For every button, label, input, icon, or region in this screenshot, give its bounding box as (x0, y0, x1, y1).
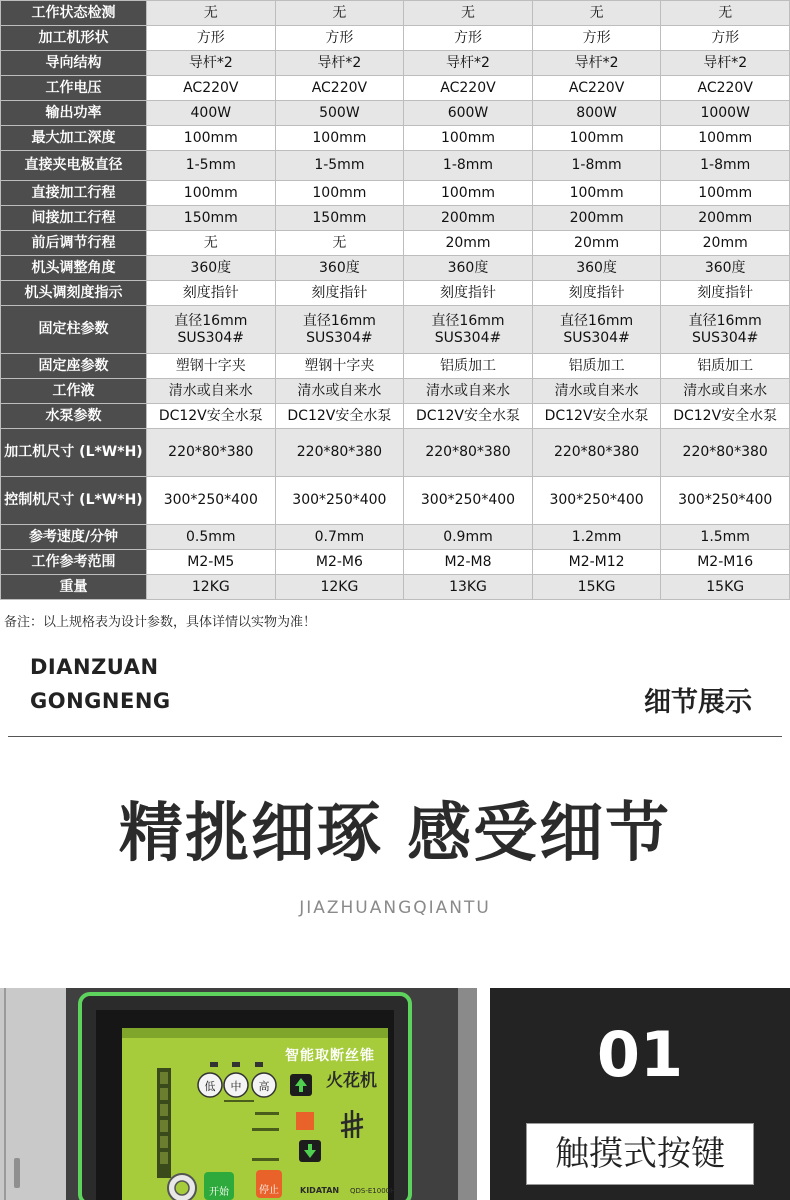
spec-cell: 无 (275, 1, 404, 26)
spec-cell: 导杆*2 (275, 51, 404, 76)
spec-cell: 100mm (532, 126, 661, 151)
spec-cell: 200mm (532, 206, 661, 231)
feature-number: 01 (596, 1018, 684, 1091)
spec-cell: 0.9mm (404, 525, 533, 550)
spec-cell: 方形 (661, 26, 790, 51)
spec-row (1, 379, 790, 404)
spec-note: 备注：以上规格表为设计参数，具体详情以实物为准！ (4, 615, 317, 630)
spec-row-label: 间接加工行程 (1, 206, 147, 231)
spec-cell: 1.5mm (661, 525, 790, 550)
spec-cell: 1000W (661, 101, 790, 126)
spec-cell: 导杆*2 (404, 51, 533, 76)
spec-row-label: 直接夹电极直径 (1, 151, 147, 181)
spec-row (1, 575, 790, 600)
spec-row (1, 477, 790, 525)
spec-row (1, 26, 790, 51)
spec-row-label: 控制机尺寸 (L*W*H) (1, 477, 147, 525)
spec-cell: DC12V安全水泵 (661, 404, 790, 429)
spec-cell: 12KG (275, 575, 404, 600)
spec-cell: 800W (532, 101, 661, 126)
spec-cell: 铝质加工 (661, 354, 790, 379)
spec-cell: 无 (147, 231, 276, 256)
spec-cell: 无 (532, 1, 661, 26)
spec-row (1, 281, 790, 306)
section-english-line2: GONGNENG (30, 689, 171, 713)
spec-row-label: 输出功率 (1, 101, 147, 126)
spec-cell: 方形 (275, 26, 404, 51)
device-brand-title: 智能取断丝锥 (285, 1048, 375, 1064)
spec-row-label: 机头调整角度 (1, 256, 147, 281)
spec-cell: 导杆*2 (532, 51, 661, 76)
spec-cell: DC12V安全水泵 (532, 404, 661, 429)
spec-cell: DC12V安全水泵 (147, 404, 276, 429)
spec-row-label: 直接加工行程 (1, 181, 147, 206)
spec-cell: 600W (404, 101, 533, 126)
spec-cell: 220*80*380 (404, 429, 533, 477)
spec-row-label: 加工机尺寸 (L*W*H) (1, 429, 147, 477)
spec-cell: DC12V安全水泵 (404, 404, 533, 429)
start-button[interactable]: 开始 (209, 1187, 229, 1198)
spec-cell: 1-8mm (532, 151, 661, 181)
spec-cell: 清水或自来水 (275, 379, 404, 404)
spec-cell: 1-8mm (404, 151, 533, 181)
section-english-line1: DIANZUAN (30, 655, 159, 679)
spec-cell: 刻度指针 (275, 281, 404, 306)
spec-cell: AC220V (661, 76, 790, 101)
spec-cell: 100mm (661, 181, 790, 206)
spec-row-label: 工作电压 (1, 76, 147, 101)
spec-cell: AC220V (147, 76, 276, 101)
spec-cell: 300*250*400 (532, 477, 661, 525)
spec-cell: 1-8mm (661, 151, 790, 181)
spec-cell: M2-M8 (404, 550, 533, 575)
spec-row-label: 前后调节行程 (1, 231, 147, 256)
spec-cell: 导杆*2 (147, 51, 276, 76)
spec-cell: 方形 (404, 26, 533, 51)
spec-cell: 300*250*400 (404, 477, 533, 525)
spec-row-label: 最大加工深度 (1, 126, 147, 151)
device-footer-brand: KIDATAN (300, 1186, 340, 1195)
spec-cell: 无 (661, 1, 790, 26)
spec-cell: 100mm (532, 181, 661, 206)
spec-cell: 直径16mm SUS304# (147, 306, 276, 354)
spec-row (1, 151, 790, 181)
spec-cell: 直径16mm SUS304# (532, 306, 661, 354)
spec-cell: 100mm (147, 181, 276, 206)
spec-cell: 13KG (404, 575, 533, 600)
spec-cell: 1.2mm (532, 525, 661, 550)
controller-illustration (0, 988, 477, 1200)
spec-cell: 无 (275, 231, 404, 256)
spec-cell: 200mm (661, 206, 790, 231)
spec-cell: 360度 (147, 256, 276, 281)
spec-row-label: 工作参考范围 (1, 550, 147, 575)
spec-cell: 铝质加工 (532, 354, 661, 379)
spec-cell: 清水或自来水 (661, 379, 790, 404)
spec-cell: M2-M12 (532, 550, 661, 575)
spec-cell: 100mm (147, 126, 276, 151)
spec-cell: 方形 (147, 26, 276, 51)
spec-cell: 360度 (661, 256, 790, 281)
stop-button[interactable]: 停止 (259, 1185, 279, 1196)
spec-cell: 清水或自来水 (147, 379, 276, 404)
spec-row (1, 550, 790, 575)
spec-cell: 220*80*380 (147, 429, 276, 477)
spec-row (1, 525, 790, 550)
spec-cell: AC220V (404, 76, 533, 101)
spec-cell: 无 (404, 1, 533, 26)
spec-row (1, 404, 790, 429)
spec-cell: 300*250*400 (275, 477, 404, 525)
spec-row (1, 231, 790, 256)
spec-cell: 清水或自来水 (404, 379, 533, 404)
spec-cell: AC220V (275, 76, 404, 101)
spec-row-label: 工作液 (1, 379, 147, 404)
spec-cell: 无 (147, 1, 276, 26)
spec-row-label: 机头调刻度指示 (1, 281, 147, 306)
spec-cell: 360度 (404, 256, 533, 281)
spec-cell: 500W (275, 101, 404, 126)
spec-row-label: 参考速度/分钟 (1, 525, 147, 550)
spec-cell: 220*80*380 (661, 429, 790, 477)
spec-cell: 20mm (661, 231, 790, 256)
feature-panel (490, 988, 790, 1200)
spec-row (1, 429, 790, 477)
section-divider (8, 736, 782, 737)
spec-cell: 360度 (532, 256, 661, 281)
section-chinese-title: 细节展示 (644, 687, 752, 718)
spec-row-label: 导向结构 (1, 51, 147, 76)
spec-cell: 塑钢十字夹 (275, 354, 404, 379)
spec-cell: 0.7mm (275, 525, 404, 550)
spec-cell: 15KG (532, 575, 661, 600)
spec-cell: 刻度指针 (661, 281, 790, 306)
spec-row (1, 101, 790, 126)
spec-cell: 20mm (532, 231, 661, 256)
spec-cell: 100mm (275, 126, 404, 151)
spec-row (1, 181, 790, 206)
spec-cell: 300*250*400 (661, 477, 790, 525)
spec-row-label: 加工机形状 (1, 26, 147, 51)
spec-cell: 1-5mm (275, 151, 404, 181)
spec-row-label: 水泵参数 (1, 404, 147, 429)
spec-cell: 200mm (404, 206, 533, 231)
spec-cell: 铝质加工 (404, 354, 533, 379)
spec-cell: 清水或自来水 (532, 379, 661, 404)
headline: 精挑细琢 感受细节 (118, 797, 672, 871)
spec-row (1, 1, 790, 26)
spec-row-label: 工作状态检测 (1, 1, 147, 26)
spec-cell: 15KG (661, 575, 790, 600)
spec-cell: M2-M16 (661, 550, 790, 575)
spec-cell: 150mm (147, 206, 276, 231)
spec-row-label: 重量 (1, 575, 147, 600)
spec-cell: 220*80*380 (532, 429, 661, 477)
high-button[interactable]: 高 (258, 1080, 270, 1093)
spec-cell: DC12V安全水泵 (275, 404, 404, 429)
spec-cell: 刻度指针 (532, 281, 661, 306)
spec-row (1, 51, 790, 76)
spec-row (1, 354, 790, 379)
spec-cell: 1-5mm (147, 151, 276, 181)
spec-table-body (1, 1, 790, 600)
spec-cell: 直径16mm SUS304# (275, 306, 404, 354)
device-footer-model: QDS-E1000H (350, 1187, 396, 1195)
device-brand-subtitle: 火花机 (326, 1071, 377, 1091)
spec-cell: 0.5mm (147, 525, 276, 550)
spec-cell: 直径16mm SUS304# (661, 306, 790, 354)
spec-cell: 220*80*380 (275, 429, 404, 477)
product-photo (0, 988, 477, 1200)
spec-row-label: 固定座参数 (1, 354, 147, 379)
spec-cell: 400W (147, 101, 276, 126)
spec-cell: 刻度指针 (404, 281, 533, 306)
spec-cell: M2-M6 (275, 550, 404, 575)
subheadline: JIAZHUANGQIANTU (299, 898, 491, 918)
spec-cell: 导杆*2 (661, 51, 790, 76)
spec-cell: 100mm (404, 181, 533, 206)
spec-row (1, 206, 790, 231)
spec-cell: AC220V (532, 76, 661, 101)
feature-title: 触摸式按键 (526, 1123, 754, 1185)
spec-cell: 150mm (275, 206, 404, 231)
spec-cell: 100mm (661, 126, 790, 151)
spec-cell: 360度 (275, 256, 404, 281)
low-button[interactable]: 低 (204, 1080, 216, 1093)
spec-cell: 100mm (275, 181, 404, 206)
spec-row-label: 固定柱参数 (1, 306, 147, 354)
spec-cell: 方形 (532, 26, 661, 51)
spec-cell: M2-M5 (147, 550, 276, 575)
spec-cell: 100mm (404, 126, 533, 151)
spec-row (1, 76, 790, 101)
spec-cell: 刻度指针 (147, 281, 276, 306)
spec-cell: 直径16mm SUS304# (404, 306, 533, 354)
spec-cell: 300*250*400 (147, 477, 276, 525)
spec-row (1, 306, 790, 354)
spec-row (1, 256, 790, 281)
spec-cell: 20mm (404, 231, 533, 256)
mid-button[interactable]: 中 (230, 1080, 242, 1093)
spec-cell: 塑钢十字夹 (147, 354, 276, 379)
spec-row (1, 126, 790, 151)
spec-cell: 12KG (147, 575, 276, 600)
